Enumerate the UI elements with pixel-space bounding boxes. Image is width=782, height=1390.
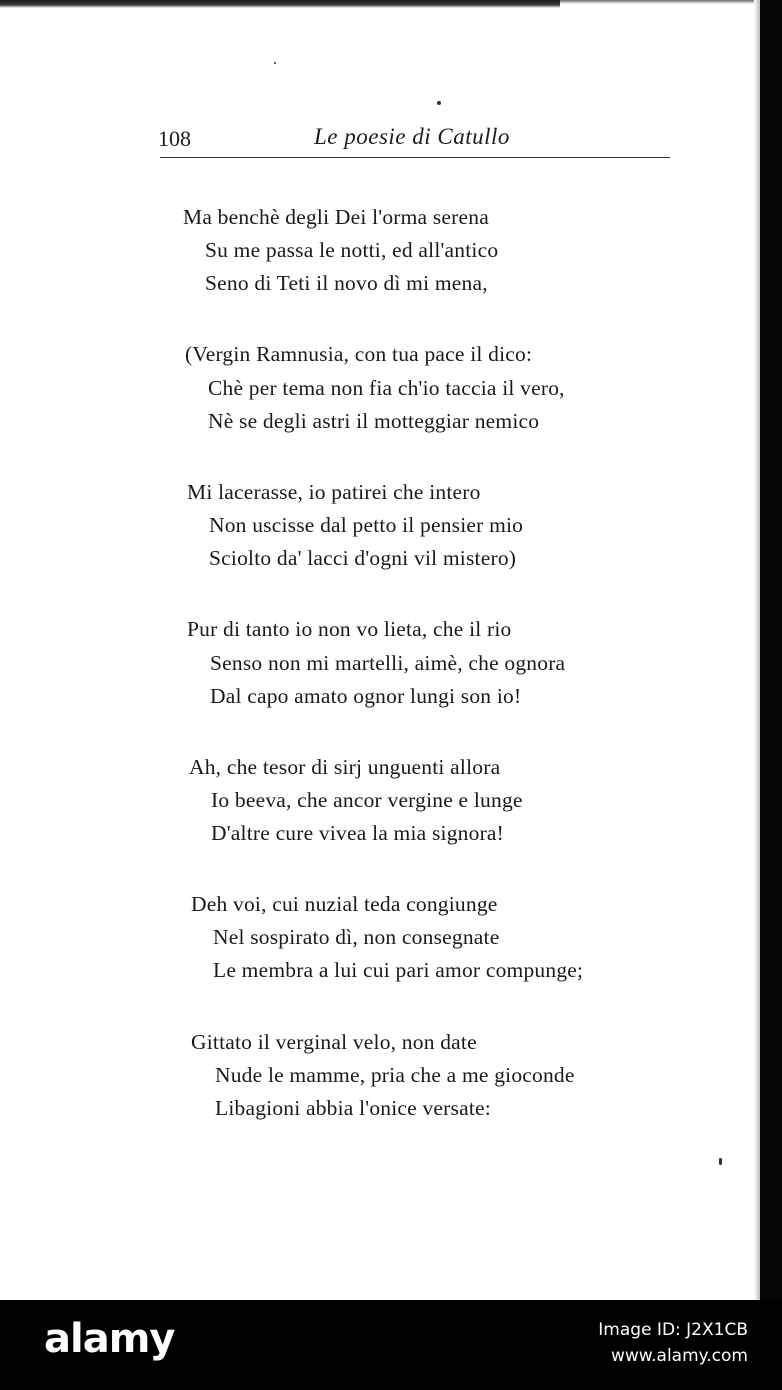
poem-line: D'altre cure vivea la mia signora! xyxy=(211,821,505,845)
poem-line: Nè se degli astri il motteggiar nemico xyxy=(208,409,540,433)
image-id-label: Image ID: J2X1CB xyxy=(598,1320,748,1340)
brand-logo: alamy xyxy=(44,1316,175,1362)
poem-line: Le membra a lui cui pari amor compunge; xyxy=(213,958,584,982)
poem-line: Senso non mi martelli, aimè, che ognora xyxy=(210,651,566,675)
poem-line: Nel sospirato dì, non consegnate xyxy=(213,925,500,949)
poem-line: Non uscisse dal petto il pensier mio xyxy=(209,513,524,537)
poem-line: Ma benchè degli Dei l'orma serena xyxy=(183,205,489,229)
poem-line: Pur di tanto io non vo lieta, che il rio xyxy=(187,617,512,641)
poem-line: (Vergin Ramnusia, con tua pace il dico: xyxy=(185,342,533,366)
poem-line: Sciolto da' lacci d'ogni vil mistero) xyxy=(209,546,517,570)
poem-line: Chè per tema non fia ch'io taccia il vero, xyxy=(208,376,565,400)
poem-line: Seno di Teti il novo dì mi mena, xyxy=(205,271,488,295)
poem-line: Nude le mamme, pria che a me gioconde xyxy=(215,1063,575,1087)
page-number: 108 xyxy=(158,126,191,151)
poem-line: Ah, che tesor di sirj unguenti allora xyxy=(189,755,501,779)
poem-line: Io beeva, che ancor vergine e lunge xyxy=(211,788,523,812)
poem-line: Su me passa le notti, ed all'antico xyxy=(205,238,499,262)
poem-line: Libagioni abbia l'onice versate: xyxy=(215,1096,491,1120)
poem-line: Mi lacerasse, io patirei che intero xyxy=(187,480,481,504)
running-title: Le poesie di Catullo xyxy=(314,124,510,149)
poem-line: Dal capo amato ognor lungi son io! xyxy=(210,684,522,708)
site-url: www.alamy.com xyxy=(610,1346,748,1366)
poem-line: Deh voi, cui nuzial teda congiunge xyxy=(191,892,498,916)
poem-line: Gittato il verginal velo, non date xyxy=(191,1030,477,1054)
